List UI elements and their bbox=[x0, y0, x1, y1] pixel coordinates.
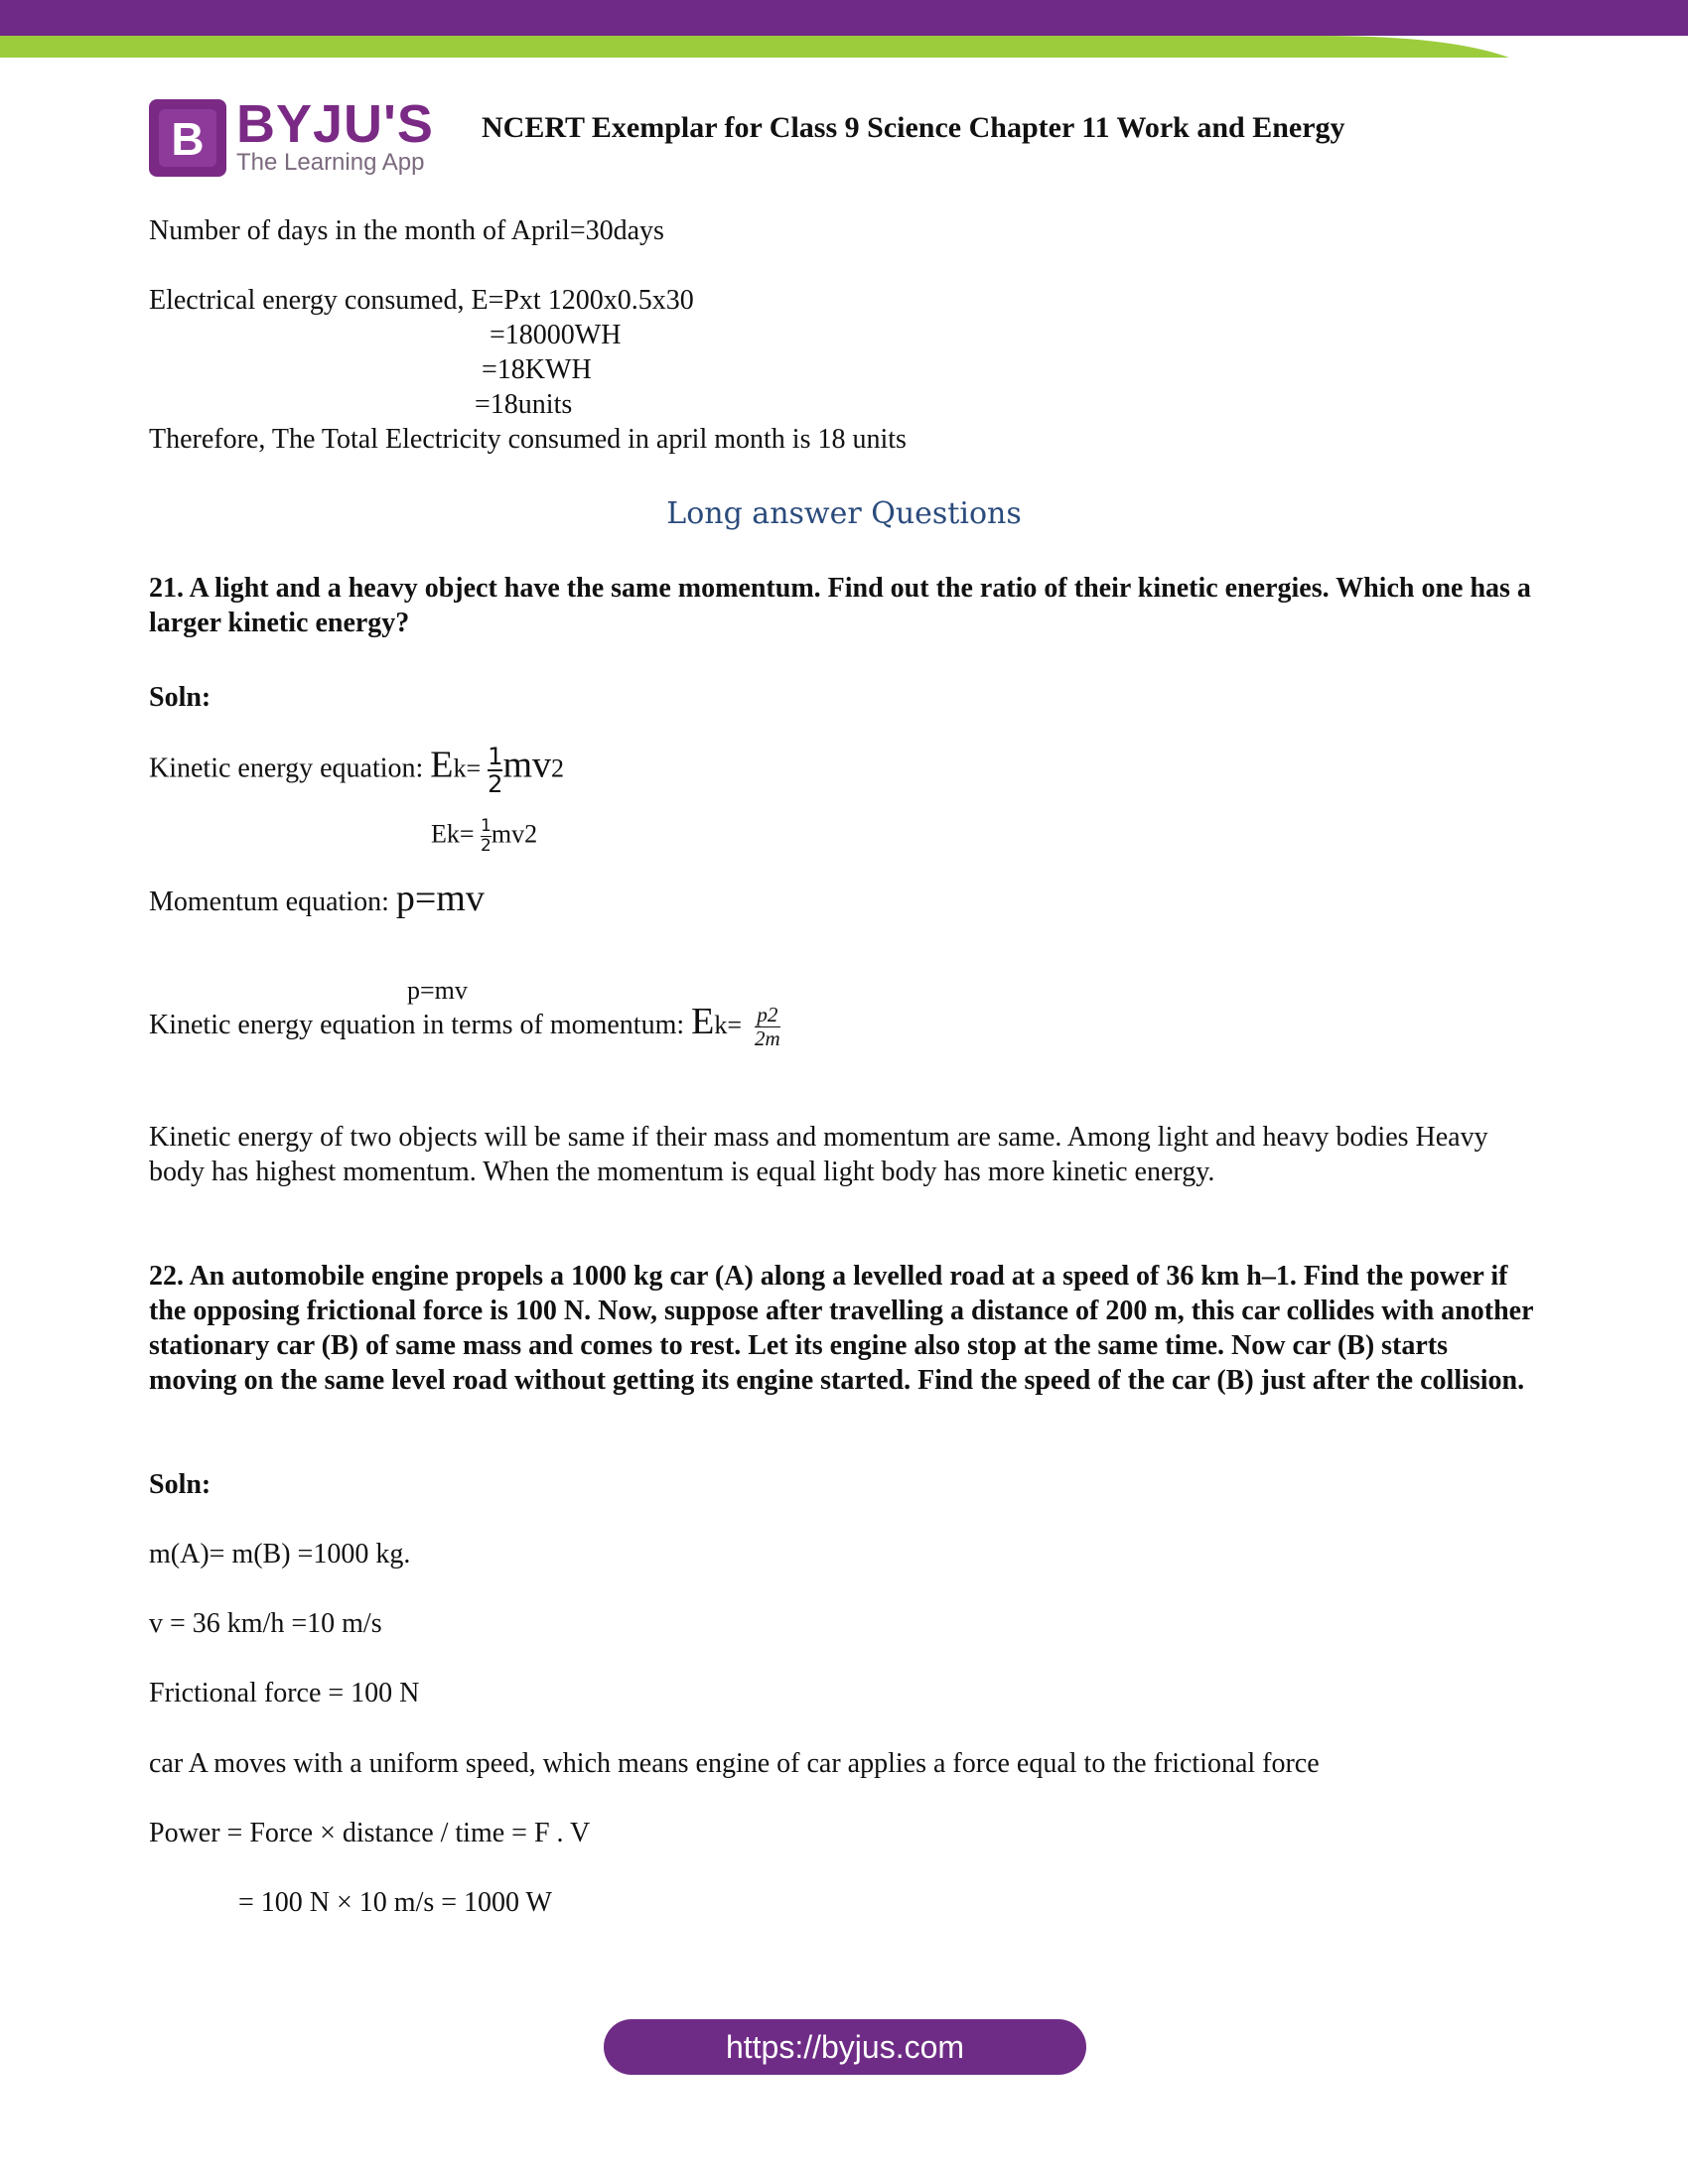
answer-21-paragraph: Kinetic energy of two objects will be same if their mass and momentum are same. Among light and heavy bodies Heavy body has highest momentum. When the momentum is equal light body has more kinetic energy. bbox=[149, 1122, 1488, 1187]
ke-small-pre: Ek= bbox=[431, 819, 475, 849]
text-line: v = 36 km/h =10 m/s bbox=[149, 1608, 382, 1639]
ke-momentum-fraction bbox=[755, 1005, 780, 1049]
byjus-logo-icon bbox=[149, 99, 226, 177]
page-header bbox=[149, 94, 1539, 179]
question-21: 21. A light and a heavy object have the same momentum. Find out the ratio of their kinetic energies. Which one has a larger kinetic energy? bbox=[149, 573, 1531, 638]
solution-label-2: Soln: bbox=[149, 1469, 211, 1500]
document-title: NCERT Exemplar for Class 9 Science Chapter 11 Work and Energy bbox=[482, 111, 1345, 144]
ke-small-post: mv2 bbox=[491, 819, 538, 849]
ke-frac-num: 1 bbox=[488, 743, 503, 770]
text-line: Therefore, The Total Electricity consumed in april month is 18 units bbox=[149, 424, 907, 455]
ke-momentum-label: Kinetic energy equation in terms of momentum: bbox=[149, 1010, 685, 1040]
brand-tagline: The Learning App bbox=[236, 149, 425, 176]
ke-momentum-den: 2m bbox=[755, 1026, 780, 1051]
text-line: car A moves with a uniform speed, which means engine of car applies a force equal to the frictional force bbox=[149, 1748, 1320, 1779]
ke-equation bbox=[149, 745, 564, 796]
ke-momentum-k: k= bbox=[714, 1011, 743, 1039]
text-line: =18KWH bbox=[482, 354, 592, 385]
momentum-formula: p=mv bbox=[395, 878, 485, 919]
brand-name: BYJU'S bbox=[236, 94, 434, 154]
momentum-label: Momentum equation: bbox=[149, 887, 389, 917]
ke-mv: mv bbox=[502, 744, 552, 786]
ke-momentum-num: p2 bbox=[757, 1003, 778, 1027]
section-heading: Long answer Questions bbox=[666, 496, 1022, 531]
text-line: Power = Force × distance / time = F . V bbox=[149, 1818, 591, 1848]
text-line: =18units bbox=[475, 389, 573, 420]
solution-label: Soln: bbox=[149, 682, 211, 713]
text-line: Number of days in the month of April=30days bbox=[149, 215, 664, 246]
ke-fraction bbox=[488, 745, 502, 796]
text-line: =18000WH bbox=[490, 320, 622, 350]
ke-E: E bbox=[430, 744, 454, 786]
momentum-formula-small: p=mv bbox=[407, 976, 468, 1005]
ke-label: Kinetic energy equation: bbox=[149, 752, 424, 784]
ke-momentum-E: E bbox=[691, 1001, 715, 1042]
ke-equation-small bbox=[431, 818, 537, 855]
ke-small-num: 1 bbox=[481, 816, 492, 836]
momentum-equation bbox=[149, 880, 485, 917]
top-decorative-band bbox=[0, 0, 1688, 69]
question-22: 22. An automobile engine propels a 1000 kg car (A) along a levelled road at a speed of 36 km h–1. Find the power if the opposing frictional force is 100 N. Now, suppose after travelling a distance of 200 m, this car collides with another stationary car (B) of same mass and comes to rest. Let its engine also stop at the same time. Now car (B) starts moving on the same level road without getting its engine started. Find the speed of the car (B) just after the collision. bbox=[149, 1261, 1533, 1396]
ke-small-fraction bbox=[481, 818, 492, 855]
text-line: = 100 N × 10 m/s = 1000 W bbox=[238, 1887, 552, 1918]
text-line: Electrical energy consumed, E=Pxt 1200x0.5x30 bbox=[149, 285, 694, 316]
ke-frac-den: 2 bbox=[488, 770, 503, 798]
text-line: m(A)= m(B) =1000 kg. bbox=[149, 1539, 411, 1570]
text-line: Frictional force = 100 N bbox=[149, 1678, 420, 1708]
ke-momentum-equation bbox=[149, 1003, 780, 1049]
footer-url-link[interactable]: https://byjus.com bbox=[604, 2019, 1086, 2075]
ke-k: k= bbox=[453, 753, 482, 783]
logo-letter: B bbox=[171, 113, 205, 165]
ke-exp: 2 bbox=[551, 753, 565, 783]
ke-small-den: 2 bbox=[481, 836, 492, 856]
